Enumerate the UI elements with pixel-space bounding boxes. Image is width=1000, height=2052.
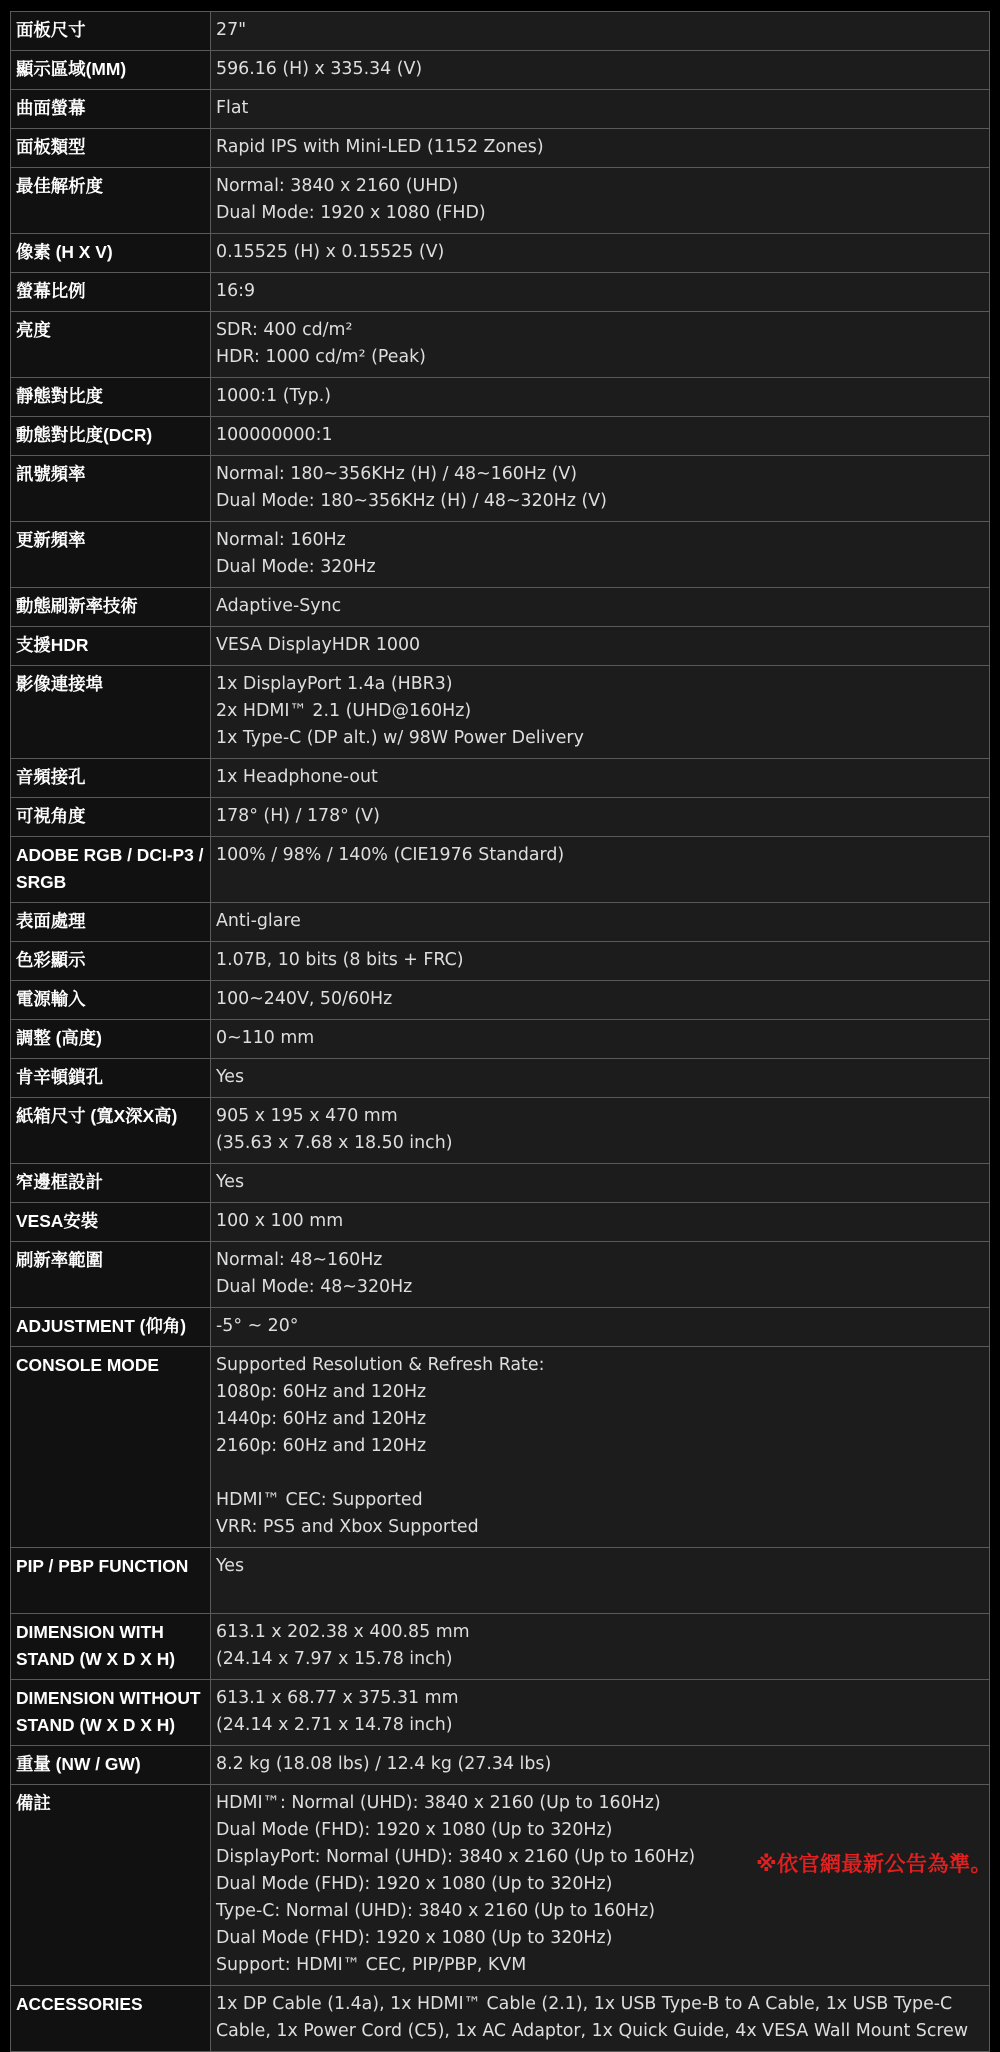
spec-label: 影像連接埠 (11, 666, 211, 759)
spec-value-line: 1x Type-C (DP alt.) w/ 98W Power Delivery (216, 728, 584, 748)
spec-value-line: 1440p: 60Hz and 120Hz (216, 1409, 427, 1429)
spec-row (11, 312, 990, 378)
spec-value-line: Dual Mode (FHD): 1920 x 1080 (Up to 320Hz) (216, 1820, 613, 1840)
spec-label: 重量 (NW / GW) (11, 1746, 211, 1785)
spec-label: 可視角度 (11, 798, 211, 837)
spec-value-line: 1x DisplayPort 1.4a (HBR3) (216, 674, 453, 694)
spec-value-line: Adaptive-Sync (216, 596, 342, 616)
spec-label: 螢幕比例 (11, 273, 211, 312)
spec-row (11, 798, 990, 837)
spec-value-line: Anti-glare (216, 911, 301, 931)
spec-label: 亮度 (11, 312, 211, 378)
spec-value-line: (24.14 x 2.71 x 14.78 inch) (216, 1715, 453, 1735)
spec-value-line: 0.15525 (H) x 0.15525 (V) (216, 242, 445, 262)
spec-value-line: Yes (216, 1172, 245, 1192)
spec-value-line: Rapid IPS with Mini-LED (1152 Zones) (216, 137, 544, 157)
spec-value-line: 613.1 x 68.77 x 375.31 mm (216, 1688, 459, 1708)
spec-value-line: 8.2 kg (18.08 lbs) / 12.4 kg (27.34 lbs) (216, 1754, 552, 1774)
spec-label: 支援HDR (11, 627, 211, 666)
spec-row (11, 1020, 990, 1059)
spec-value-line: Normal: 160Hz (216, 530, 346, 550)
spec-label: 紙箱尺寸 (寬X深X高) (11, 1098, 211, 1164)
spec-row (11, 417, 990, 456)
spec-row (11, 942, 990, 981)
spec-value-line: DisplayPort: Normal (UHD): 3840 x 2160 (Up to 160Hz) (216, 1847, 696, 1867)
spec-label: ACCESSORIES (11, 1986, 211, 2052)
spec-label: 面板尺寸 (11, 12, 211, 51)
spec-label: VESA安裝 (11, 1203, 211, 1242)
spec-value (211, 1020, 990, 1059)
spec-label: 電源輸入 (11, 981, 211, 1020)
spec-value-line: 0~110 mm (216, 1028, 315, 1048)
spec-value-line (216, 1460, 985, 1487)
spec-value (211, 522, 990, 588)
spec-value-line: HDMI™ CEC: Supported (216, 1490, 423, 1510)
spec-value (211, 1347, 990, 1548)
spec-value-line: -5° ~ 20° (216, 1316, 299, 1336)
spec-value-line: 178° (H) / 178° (V) (216, 806, 380, 826)
spec-row (11, 1785, 990, 1986)
spec-value (211, 168, 990, 234)
spec-value-line: 2160p: 60Hz and 120Hz (216, 1436, 427, 1456)
spec-value-line: 100~240V, 50/60Hz (216, 989, 393, 1009)
spec-value-line: VRR: PS5 and Xbox Supported (216, 1517, 479, 1537)
spec-row (11, 759, 990, 798)
spec-value (211, 798, 990, 837)
spec-table (10, 11, 990, 2052)
spec-label: 曲面螢幕 (11, 90, 211, 129)
spec-label: 像素 (H X V) (11, 234, 211, 273)
spec-value (211, 12, 990, 51)
spec-row (11, 12, 990, 51)
spec-value-line: 1000:1 (Typ.) (216, 386, 332, 406)
spec-row (11, 588, 990, 627)
spec-label: DIMENSION WITH STAND (W X D X H) (11, 1614, 211, 1680)
spec-value (211, 903, 990, 942)
spec-label: 更新頻率 (11, 522, 211, 588)
spec-value-line: HDR: 1000 cd/m² (Peak) (216, 347, 426, 367)
spec-value-line: 905 x 195 x 470 mm (216, 1106, 398, 1126)
spec-value (211, 1746, 990, 1785)
spec-value-line: 596.16 (H) x 335.34 (V) (216, 59, 423, 79)
spec-row (11, 234, 990, 273)
spec-row (11, 273, 990, 312)
spec-value-line: 1.07B, 10 bits (8 bits + FRC) (216, 950, 464, 970)
spec-value (211, 837, 990, 903)
spec-value (211, 981, 990, 1020)
spec-row (11, 1203, 990, 1242)
spec-value-line: Normal: 48~160Hz (216, 1250, 383, 1270)
spec-value (211, 1098, 990, 1164)
spec-table-body (11, 12, 990, 2052)
spec-value-line: Dual Mode (FHD): 1920 x 1080 (Up to 320Hz) (216, 1874, 613, 1894)
spec-label: ADOBE RGB / DCI-P3 / SRGB (11, 837, 211, 903)
spec-value (211, 312, 990, 378)
spec-value-line: Flat (216, 98, 249, 118)
spec-value (211, 1986, 990, 2052)
spec-row (11, 627, 990, 666)
spec-row (11, 378, 990, 417)
spec-value-line: Type-C: Normal (UHD): 3840 x 2160 (Up to 160Hz) (216, 1901, 655, 1921)
spec-value-line: Dual Mode: 48~320Hz (216, 1277, 413, 1297)
spec-value-line: 1x DP Cable (1.4a), 1x HDMI™ Cable (2.1), 1x USB Type-B to A Cable, 1x USB Type-C Cable, 1x Power Cord (C5), 1x AC Adaptor, 1x Quick Guide, 4x VESA Wall Mount Screw (216, 1994, 969, 2041)
spec-row (11, 1986, 990, 2052)
spec-value (211, 1785, 990, 1986)
spec-value-line: Yes (216, 1067, 245, 1087)
spec-value (211, 378, 990, 417)
spec-label: 備註 (11, 1785, 211, 1986)
spec-label: CONSOLE MODE (11, 1347, 211, 1548)
spec-row (11, 903, 990, 942)
spec-value-line: (24.14 x 7.97 x 15.78 inch) (216, 1649, 453, 1669)
spec-value (211, 942, 990, 981)
spec-label: PIP / PBP FUNCTION (11, 1548, 211, 1614)
spec-row (11, 90, 990, 129)
spec-value (211, 1614, 990, 1680)
spec-value (211, 1680, 990, 1746)
spec-value (211, 627, 990, 666)
spec-row (11, 981, 990, 1020)
spec-label: 刷新率範圍 (11, 1242, 211, 1308)
spec-row (11, 51, 990, 90)
spec-value-line: Dual Mode: 180~356KHz (H) / 48~320Hz (V) (216, 491, 607, 511)
spec-value (211, 588, 990, 627)
spec-label: ADJUSTMENT (仰角) (11, 1308, 211, 1347)
spec-value-line: 1x Headphone-out (216, 767, 378, 787)
spec-label: 最佳解析度 (11, 168, 211, 234)
spec-value (211, 51, 990, 90)
spec-value-line: Yes (216, 1556, 245, 1576)
spec-value-line: Normal: 3840 x 2160 (UHD) (216, 176, 459, 196)
spec-value-line (216, 1580, 985, 1607)
spec-value-line: Supported Resolution & Refresh Rate: (216, 1355, 545, 1375)
spec-value (211, 1548, 990, 1614)
spec-row (11, 1746, 990, 1785)
spec-row (11, 1059, 990, 1098)
spec-row (11, 1548, 990, 1614)
spec-row (11, 129, 990, 168)
spec-value-line: 2x HDMI™ 2.1 (UHD@160Hz) (216, 701, 472, 721)
spec-label: 調整 (高度) (11, 1020, 211, 1059)
official-notice: ※依官網最新公告為準。 (756, 1852, 992, 1876)
spec-label: DIMENSION WITHOUT STAND (W X D X H) (11, 1680, 211, 1746)
spec-value (211, 759, 990, 798)
spec-row (11, 1242, 990, 1308)
spec-value-line: 100000000:1 (216, 425, 333, 445)
spec-value (211, 234, 990, 273)
spec-label: 色彩顯示 (11, 942, 211, 981)
spec-row (11, 168, 990, 234)
spec-row (11, 1098, 990, 1164)
spec-value-line: 27" (216, 20, 247, 40)
spec-label: 窄邊框設計 (11, 1164, 211, 1203)
spec-row (11, 1164, 990, 1203)
spec-row (11, 1680, 990, 1746)
spec-label: 面板類型 (11, 129, 211, 168)
spec-value (211, 1308, 990, 1347)
spec-value-line: 100 x 100 mm (216, 1211, 344, 1231)
spec-value-line: (35.63 x 7.68 x 18.50 inch) (216, 1133, 453, 1153)
spec-value-line: Dual Mode: 320Hz (216, 557, 376, 577)
spec-value (211, 1164, 990, 1203)
spec-label: 動態刷新率技術 (11, 588, 211, 627)
spec-value-line: SDR: 400 cd/m² (216, 320, 353, 340)
spec-row (11, 522, 990, 588)
spec-row (11, 666, 990, 759)
spec-value-line: VESA DisplayHDR 1000 (216, 635, 421, 655)
spec-value-line: Dual Mode: 1920 x 1080 (FHD) (216, 203, 486, 223)
spec-row (11, 1614, 990, 1680)
spec-value (211, 90, 990, 129)
spec-label: 表面處理 (11, 903, 211, 942)
spec-label: 顯示區域(MM) (11, 51, 211, 90)
spec-value-line: 16:9 (216, 281, 256, 301)
spec-value (211, 129, 990, 168)
spec-row (11, 456, 990, 522)
spec-row (11, 1308, 990, 1347)
spec-value (211, 1059, 990, 1098)
spec-label: 訊號頻率 (11, 456, 211, 522)
spec-row (11, 837, 990, 903)
spec-value-line: 1080p: 60Hz and 120Hz (216, 1382, 427, 1402)
spec-label: 動態對比度(DCR) (11, 417, 211, 456)
spec-label: 靜態對比度 (11, 378, 211, 417)
spec-value-line: Normal: 180~356KHz (H) / 48~160Hz (V) (216, 464, 578, 484)
spec-value-line: Support: HDMI™ CEC, PIP/PBP, KVM (216, 1955, 527, 1975)
spec-value (211, 666, 990, 759)
spec-value (211, 417, 990, 456)
spec-label: 音頻接孔 (11, 759, 211, 798)
spec-value (211, 1242, 990, 1308)
spec-value-line: 613.1 x 202.38 x 400.85 mm (216, 1622, 470, 1642)
spec-value-line: 100% / 98% / 140% (CIE1976 Standard) (216, 845, 565, 865)
spec-value (211, 273, 990, 312)
spec-row (11, 1347, 990, 1548)
spec-value (211, 1203, 990, 1242)
spec-value-line: Dual Mode (FHD): 1920 x 1080 (Up to 320Hz) (216, 1928, 613, 1948)
spec-value-line: HDMI™: Normal (UHD): 3840 x 2160 (Up to 160Hz) (216, 1793, 661, 1813)
spec-value (211, 456, 990, 522)
spec-label: 肯辛頓鎖孔 (11, 1059, 211, 1098)
